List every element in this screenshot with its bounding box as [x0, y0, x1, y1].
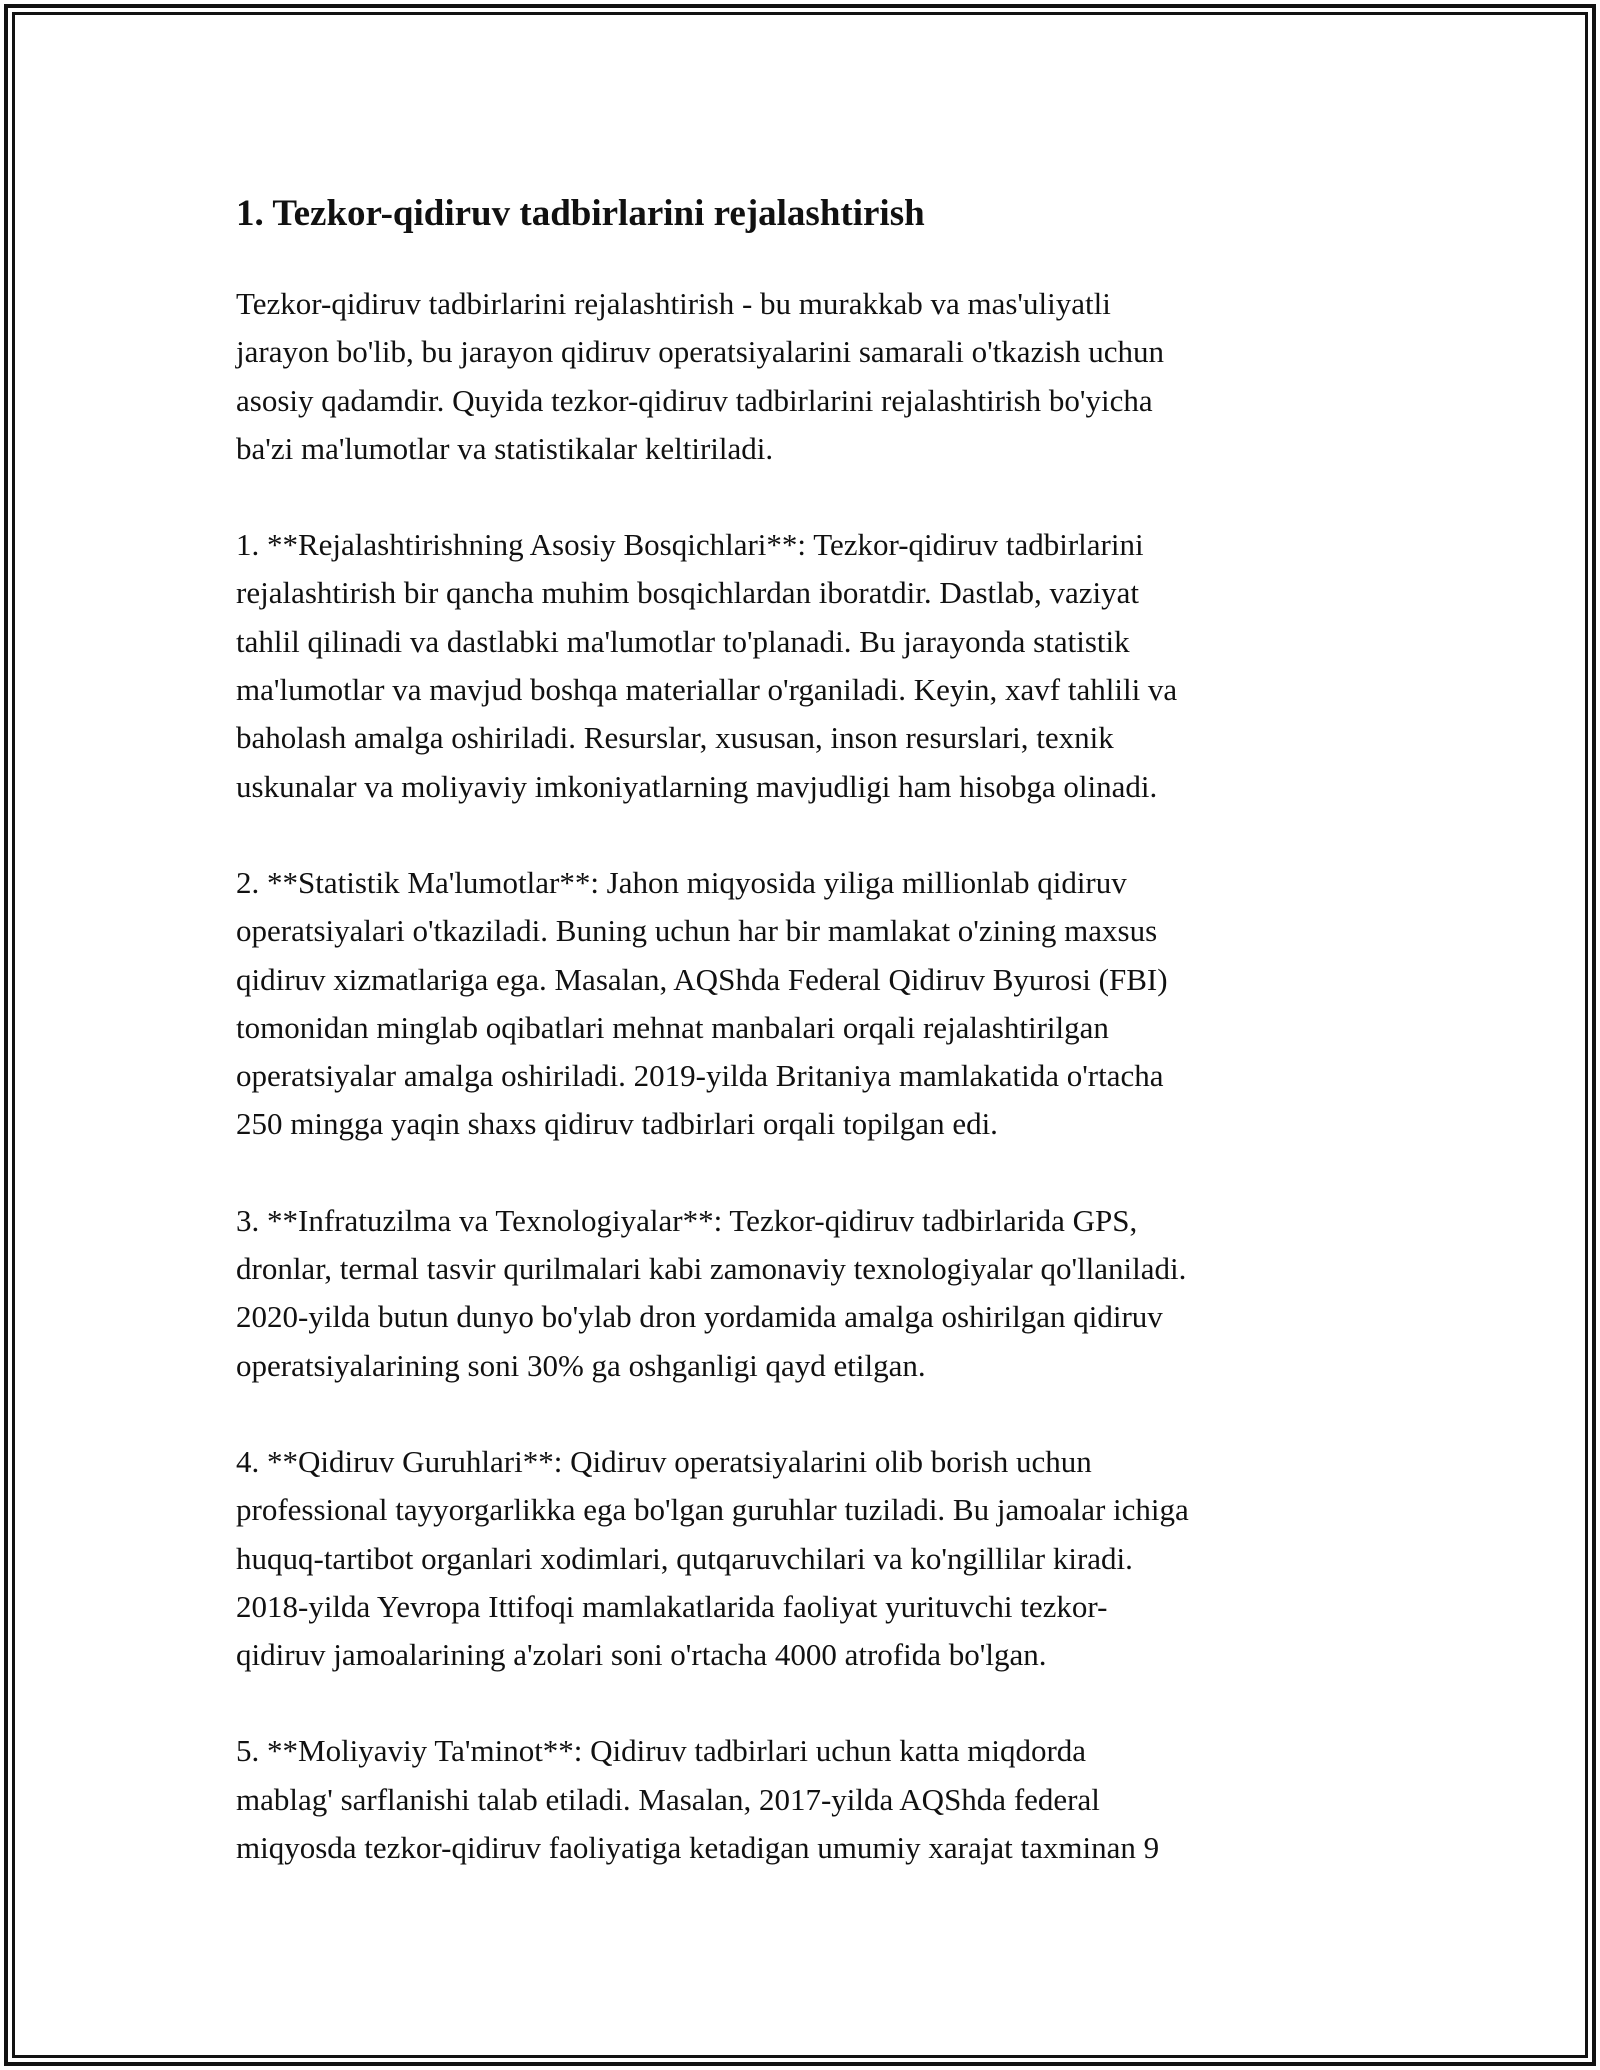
text-line: huquq-tartibot organlari xodimlari, qutqaruvchilari va ko'ngillilar kiradi.: [236, 1540, 1133, 1576]
text-line: operatsiyalar amalga oshiriladi. 2019-yilda Britaniya mamlakatida o'rtacha: [236, 1058, 1164, 1094]
intro-paragraph: [236, 280, 1376, 473]
text-line: Tezkor-qidiruv tadbirlarini rejalashtirish - bu murakkab va mas'uliyatli: [236, 286, 1111, 321]
text-line: miqyosda tezkor-qidiruv faoliyatiga ketadigan umumiy xarajat taxminan 9: [236, 1830, 1160, 1866]
section-2-paragraph: [236, 859, 1376, 1149]
text-line: dronlar, termal tasvir qurilmalari kabi zamonaviy texnologiyalar qo'llaniladi.: [236, 1251, 1187, 1287]
section-4-paragraph: [236, 1438, 1376, 1679]
text-line: qidiruv jamoalarining a'zolari soni o'rtacha 4000 atrofida bo'lgan.: [236, 1637, 1047, 1673]
text-line: ba'zi ma'lumotlar va statistikalar keltiriladi.: [236, 430, 774, 466]
text-line: 1. **Rejalashtirishning Asosiy Bosqichlari**: Tezkor-qidiruv tadbirlarini: [236, 527, 1144, 563]
text-line: ma'lumotlar va mavjud boshqa materiallar o'rganiladi. Keyin, xavf tahlili va: [236, 672, 1178, 708]
text-line: mablag' sarflanishi talab etiladi. Masalan, 2017-yilda AQShda federal: [236, 1781, 1100, 1817]
section-5-paragraph: [236, 1727, 1376, 1872]
text-line: operatsiyalari o'tkaziladi. Buning uchun har bir mamlakat o'zining maxsus: [236, 913, 1158, 949]
text-line: 4. **Qidiruv Guruhlari**: Qidiruv operatsiyalarini olib borish uchun: [236, 1443, 1092, 1479]
text-line: 2020-yilda butun dunyo bo'ylab dron yordamida amalga oshirilgan qidiruv: [236, 1299, 1163, 1335]
text-line: 3. **Infratuzilma va Texnologiyalar**: Tezkor-qidiruv tadbirlarida GPS,: [236, 1202, 1138, 1238]
text-line: 2018-yilda Yevropa Ittifoqi mamlakatlarida faoliyat yurituvchi tezkor-: [236, 1588, 1108, 1624]
section-3-paragraph: [236, 1197, 1376, 1390]
text-line: uskunalar va moliyaviy imkoniyatlarning mavjudligi ham hisobga olinadi.: [236, 768, 1158, 804]
document-title: 1. Tezkor-qidiruv tadbirlarini rejalashtirish: [236, 193, 925, 234]
text-line: tomonidan minglab oqibatlari mehnat manbalari orqali rejalashtirilgan: [236, 1009, 1109, 1045]
section-1-paragraph: [236, 521, 1376, 811]
text-line: operatsiyalarining soni 30% ga oshganligi qayd etilgan.: [236, 1347, 926, 1383]
text-line: qidiruv xizmatlariga ega. Masalan, AQShda Federal Qidiruv Byurosi (FBI): [236, 961, 1168, 997]
text-line: 250 mingga yaqin shaxs qidiruv tadbirlari orqali topilgan edi.: [236, 1106, 998, 1142]
document-page: [236, 188, 1376, 1920]
text-line: baholash amalga oshiriladi. Resurslar, xususan, inson resurslari, texnik: [236, 720, 1114, 756]
text-line: jarayon bo'lib, bu jarayon qidiruv operatsiyalarini samarali o'tkazish uchun: [236, 334, 1164, 370]
text-line: rejalashtirish bir qancha muhim bosqichlardan iboratdir. Dastlab, vaziyat: [236, 575, 1140, 611]
text-line: 5. **Moliyaviy Ta'minot**: Qidiruv tadbirlari uchun katta miqdorda: [236, 1733, 1087, 1769]
text-line: professional tayyorgarlikka ega bo'lgan guruhlar tuziladi. Bu jamoalar ichiga: [236, 1492, 1189, 1528]
text-line: asosiy qadamdir. Quyida tezkor-qidiruv tadbirlarini rejalashtirish bo'yicha: [236, 382, 1153, 418]
text-line: 2. **Statistik Ma'lumotlar**: Jahon miqyosida yiliga millionlab qidiruv: [236, 864, 1127, 900]
text-line: tahlil qilinadi va dastlabki ma'lumotlar to'planadi. Bu jarayonda statistik: [236, 623, 1130, 659]
